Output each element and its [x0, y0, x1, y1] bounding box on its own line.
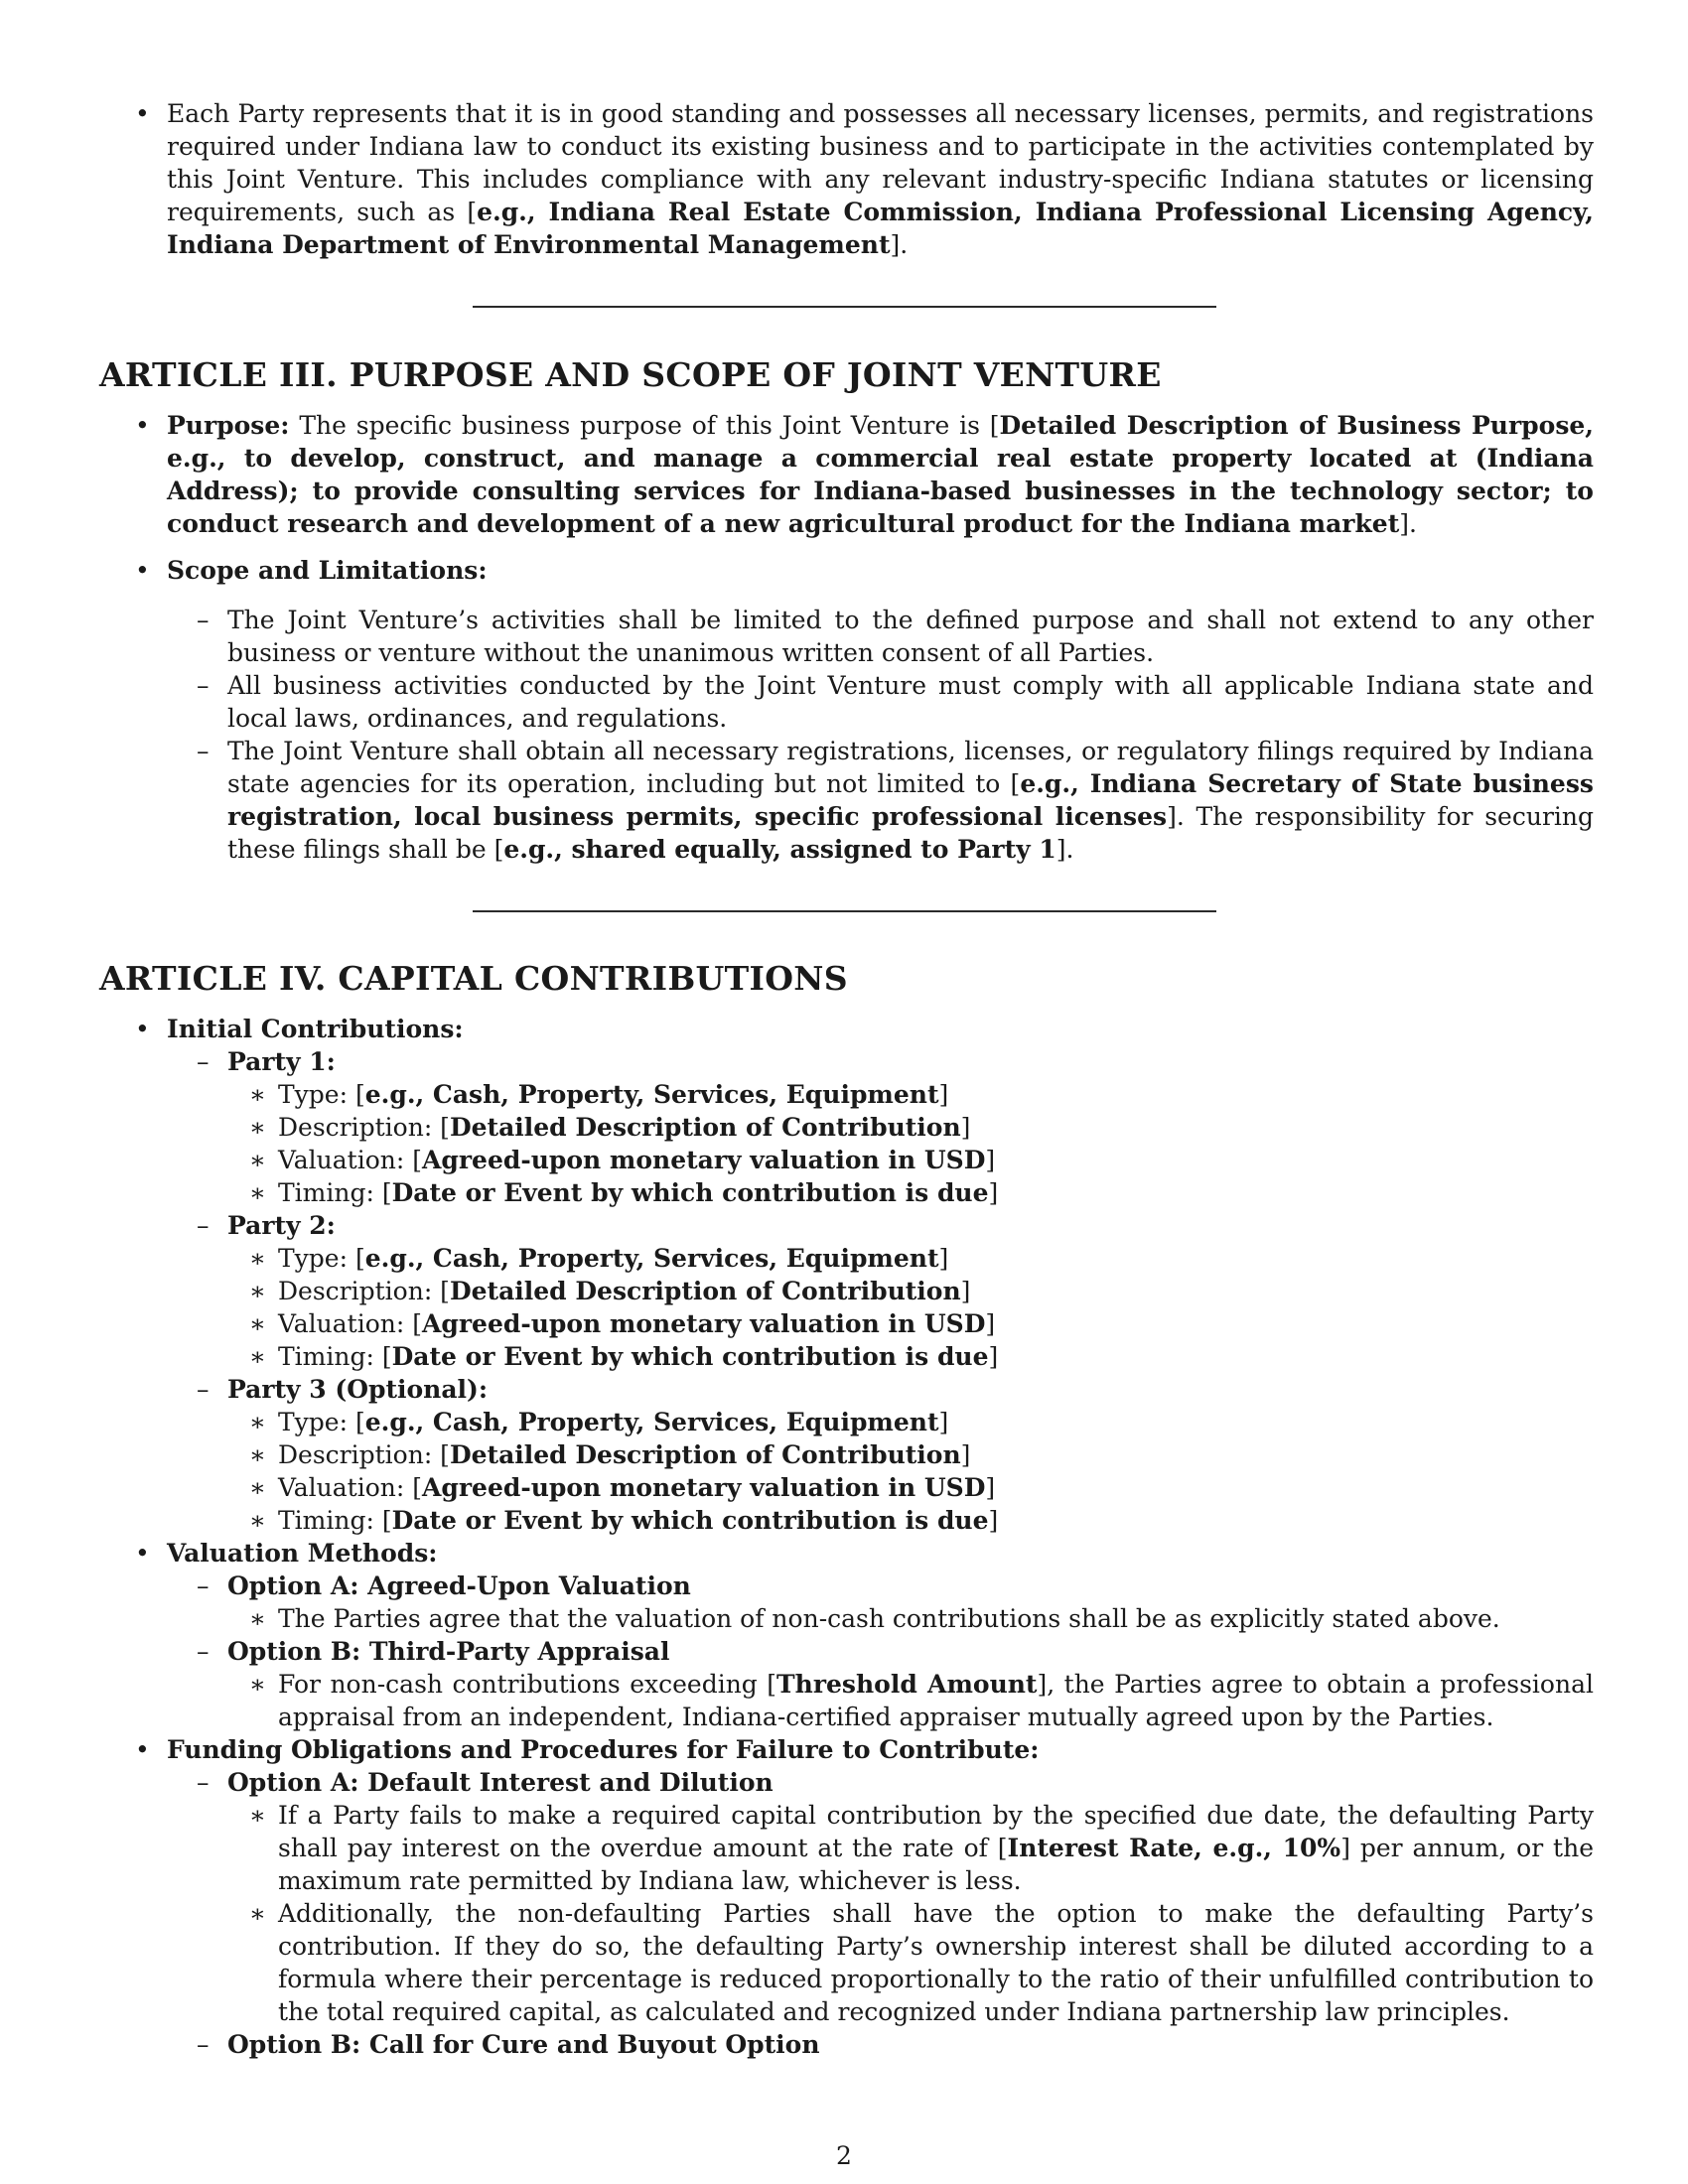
scope-item: – The Joint Venture’s activities shall be limited to the defined purpose and shall not extend to any other business or venture without the unanimous written consent of all Parties. — [167, 604, 1594, 669]
party-item: – Party 1: ∗ Type: [e.g., Cash, Property, Services, Equipment] ∗ Description: [Detailed Description of Contribution] ∗ Valuation: [Agreed-upon monetary valuation in USD] ∗ Timing: [Date or Event by which contribution is due] — [167, 1045, 1594, 1209]
contribution-valuation: ∗ Valuation: [Agreed-upon monetary valuation in USD] — [227, 1307, 1594, 1340]
contribution-description: ∗ Description: [Detailed Description of Contribution] — [227, 1111, 1594, 1144]
contribution-valuation: ∗ Valuation: [Agreed-upon monetary valuation in USD] — [227, 1471, 1594, 1504]
funding-option: – Option B: Call for Cure and Buyout Option — [167, 2028, 1594, 2061]
section-divider — [473, 910, 1216, 912]
purpose-bullet: • Purpose: The specific business purpose of this Joint Venture is [Detailed Description of Business Purpose, e.g., to develop, construct, and manage a commercial real estate property located at (Indiana Address); to provide consulting services for Indiana-based businesses in the technology sector; to conduct research and development of a new agricultural product for the Indiana market]. — [99, 409, 1594, 540]
contribution-type: ∗ Type: [e.g., Cash, Property, Services, Equipment] — [227, 1406, 1594, 1438]
contribution-timing: ∗ Timing: [Date or Event by which contribution is due] — [227, 1176, 1594, 1209]
funding-option-text: ∗ If a Party fails to make a required capital contribution by the specified due date, the defaulting Party shall pay interest on the overdue amount at the rate of [Interest Rate, e.g., 10%] per annum, or the maximum rate permitted by Indiana law, whichever is less. — [227, 1799, 1594, 1897]
scope-item: – All business activities conducted by the Joint Venture must comply with all applicable Indiana state and local laws, ordinances, and regulations. — [167, 669, 1594, 735]
contribution-type: ∗ Type: [e.g., Cash, Property, Services, Equipment] — [227, 1078, 1594, 1111]
party-item: – Party 3 (Optional): ∗ Type: [e.g., Cash, Property, Services, Equipment] ∗ Description: [Detailed Description of Contribution] ∗ Valuation: [Agreed-upon monetary valuation in USD] ∗ Timing: [Date or Event by which contribution is due] — [167, 1373, 1594, 1537]
valuation-option: – Option B: Third-Party Appraisal ∗ For non-cash contributions exceeding [Threshold Amount], the Parties agree to obtain a professional appraisal from an independent, Indiana-certified appraiser mutually agreed upon by the Parties. — [167, 1635, 1594, 1733]
contribution-description: ∗ Description: [Detailed Description of Contribution] — [227, 1438, 1594, 1471]
article-4-body — [99, 1013, 1594, 2061]
scope-bullet: • Scope and Limitations: – The Joint Venture’s activities shall be limited to the defined purpose and shall not extend to any other business or venture without the unanimous written consent of all Parties. – All business activities conducted by the Joint Venture must comply with all applicable Indiana state and local laws, ordinances, and regulations. – The Joint Venture shall obtain all necessary registrations, licenses, or regulatory filings required by Indiana state agencies for its operation, including but not limited to [e.g., Indiana Secretary of State business registration, local business permits, specific professional licenses]. The responsibility for securing these filings shall be [e.g., shared equally, assigned to Party 1]. — [99, 554, 1594, 866]
intro-section — [99, 97, 1594, 261]
valuation-methods-bullet: • Valuation Methods: – Option A: Agreed-Upon Valuation ∗ The Parties agree that the valuation of non-cash contributions shall be as explicitly stated above. – Option B: Third-Party Appraisal ∗ For non-cash contributions exceeding [Threshold Amount], the Parties agree to obtain a professional appraisal from an independent, Indiana-certified appraiser mutually agreed upon by the Parties. — [99, 1537, 1594, 1733]
party-item: – Party 2: ∗ Type: [e.g., Cash, Property, Services, Equipment] ∗ Description: [Detailed Description of Contribution] ∗ Valuation: [Agreed-upon monetary valuation in USD] ∗ Timing: [Date or Event by which contribution is due] — [167, 1209, 1594, 1373]
contribution-type: ∗ Type: [e.g., Cash, Property, Services, Equipment] — [227, 1242, 1594, 1275]
article-4-heading: ARTICLE IV. CAPITAL CONTRIBUTIONS — [99, 959, 848, 998]
contribution-timing: ∗ Timing: [Date or Event by which contribution is due] — [227, 1340, 1594, 1373]
intro-bullet: • Each Party represents that it is in good standing and possesses all necessary licenses, permits, and registrations required under Indiana law to conduct its existing business and to participate in the activities contemplated by this Joint Venture. This includes compliance with any relevant industry-specific Indiana statutes or licensing requirements, such as [e.g., Indiana Real Estate Commission, Indiana Professional Licensing Agency, Indiana Department of Environmental Management]. — [99, 97, 1594, 261]
valuation-option-text: ∗ For non-cash contributions exceeding [Threshold Amount], the Parties agree to obtain a professional appraisal from an independent, Indiana-certified appraiser mutually agreed upon by the Parties. — [227, 1668, 1594, 1733]
article-3-heading: ARTICLE III. PURPOSE AND SCOPE OF JOINT VENTURE — [99, 355, 1162, 394]
contribution-description: ∗ Description: [Detailed Description of Contribution] — [227, 1275, 1594, 1307]
contribution-timing: ∗ Timing: [Date or Event by which contribution is due] — [227, 1504, 1594, 1537]
article-3-body — [99, 409, 1594, 866]
scope-item: – The Joint Venture shall obtain all necessary registrations, licenses, or regulatory filings required by Indiana state agencies for its operation, including but not limited to [e.g., Indiana Secretary of State business registration, local business permits, specific professional licenses]. The responsibility for securing these filings shall be [e.g., shared equally, assigned to Party 1]. — [167, 735, 1594, 866]
contribution-valuation: ∗ Valuation: [Agreed-upon monetary valuation in USD] — [227, 1144, 1594, 1176]
valuation-option: – Option A: Agreed-Upon Valuation ∗ The Parties agree that the valuation of non-cash contributions shall be as explicitly stated above. — [167, 1570, 1594, 1635]
page-number: 2 — [836, 2141, 852, 2170]
funding-obligations-bullet: • Funding Obligations and Procedures for Failure to Contribute: – Option A: Default Interest and Dilution ∗ If a Party fails to make a required capital contribution by the specified due date, the defaulting Party shall pay interest on the overdue amount at the rate of [Interest Rate, e.g., 10%] per annum, or the maximum rate permitted by Indiana law, whichever is less. ∗ Additionally, the non-defaulting Parties shall have the option to make the defaulting Party’s contribution. If they do so, the defaulting Party’s ownership interest shall be diluted according to a formula where their percentage is reduced proportionally to the ratio of their unfulfilled contribution to the total required capital, as calculated and recognized under Indiana partnership law principles. – Option B: Call for Cure and Buyout Option — [99, 1733, 1594, 2061]
funding-option: – Option A: Default Interest and Dilution ∗ If a Party fails to make a required capital contribution by the specified due date, the defaulting Party shall pay interest on the overdue amount at the rate of [Interest Rate, e.g., 10%] per annum, or the maximum rate permitted by Indiana law, whichever is less. ∗ Additionally, the non-defaulting Parties shall have the option to make the defaulting Party’s contribution. If they do so, the defaulting Party’s ownership interest shall be diluted according to a formula where their percentage is reduced proportionally to the ratio of their unfulfilled contribution to the total required capital, as calculated and recognized under Indiana partnership law principles. — [167, 1766, 1594, 2028]
funding-option-text: ∗ Additionally, the non-defaulting Parties shall have the option to make the defaulting Party’s contribution. If they do so, the defaulting Party’s ownership interest shall be diluted according to a formula where their percentage is reduced proportionally to the ratio of their unfulfilled contribution to the total required capital, as calculated and recognized under Indiana partnership law principles. — [227, 1897, 1594, 2028]
valuation-option-text: ∗ The Parties agree that the valuation of non-cash contributions shall be as explicitly stated above. — [227, 1602, 1594, 1635]
initial-contributions-bullet: • Initial Contributions: – Party 1: ∗ Type: [e.g., Cash, Property, Services, Equipment] ∗ Description: [Detailed Description of Contribution] ∗ Valuation: [Agreed-upon monetary valuation in USD] ∗ Timing: [Date or Event by which contribution is due] – Party 2: ∗ Type: [e.g., Cash, Property, Services, Equipment] ∗ Description: [Detailed Description of Contribution] ∗ Valuation: [Agreed-upon monetary valuation in USD] ∗ Timing: [Date or Event by which contribution is due] – Party 3 (Optional): ∗ Type: [e.g., Cash, Property, Services, Equipment] ∗ Description: [Detailed Description of Contribution] ∗ Valuation: [Agreed-upon monetary valuation in USD] ∗ Timing: [Date or Event by which contribution is due] — [99, 1013, 1594, 1537]
section-divider — [473, 306, 1216, 308]
